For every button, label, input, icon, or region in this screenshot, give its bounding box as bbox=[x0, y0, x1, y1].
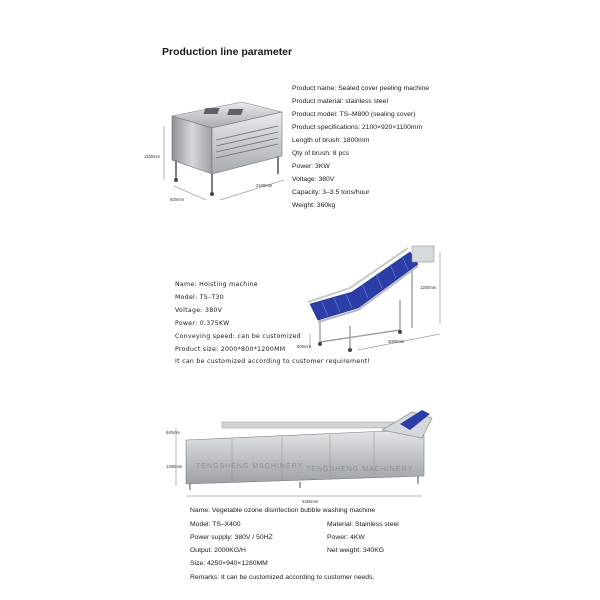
spec-line: Product name: Sealed cover peeling machine bbox=[292, 85, 430, 92]
dim-height: 1100mm bbox=[144, 154, 160, 159]
spec-line: It can be customized according to customer requirement! bbox=[175, 358, 371, 365]
spec-line: Name: Hoisting machine bbox=[175, 281, 258, 288]
spec-line: Power supply: 380V / 50HZ bbox=[190, 534, 273, 541]
dim-width: 920mm bbox=[170, 197, 184, 202]
spec-line: Model: TS–T30 bbox=[175, 294, 224, 301]
spec-line: Qty of brush: 8 pcs bbox=[292, 150, 350, 157]
dim-top: 940mm bbox=[166, 430, 180, 435]
spec-line: Power: 3KW bbox=[292, 163, 330, 170]
remarks-line: Remarks: It can be customized according to customer needs. bbox=[190, 574, 375, 581]
spec-line: Capacity: 3–3.5 tons/hour bbox=[292, 189, 370, 196]
washing-machine-image bbox=[160, 404, 442, 504]
spec-line: Product specifications: 2100×920×1100mm bbox=[292, 124, 423, 131]
spec-line: Length of brush: 1800mm bbox=[292, 137, 370, 144]
dim-length: 2000mm bbox=[388, 339, 405, 344]
page-title: Production line parameter bbox=[162, 46, 293, 58]
dim-length: 2100mm bbox=[256, 183, 273, 188]
hoisting-machine-image bbox=[300, 238, 450, 356]
spec-line: Net weight: 340KG bbox=[327, 547, 385, 554]
dim-height: 1280mm bbox=[166, 464, 183, 469]
spec-line: Weight: 360kg bbox=[292, 202, 336, 209]
spec-line: Power: 0.375KW bbox=[175, 320, 230, 327]
spec-line: Material: Stainless steel bbox=[327, 521, 399, 528]
dim-width: 800mm bbox=[297, 344, 311, 349]
spec-line: Voltage: 380V bbox=[292, 176, 335, 183]
spec-line: Conveying speed: can be customized bbox=[175, 333, 301, 340]
peeling-machine-image bbox=[144, 96, 292, 214]
dim-length: 4250mm bbox=[302, 499, 319, 504]
spec-line: Voltage: 380V bbox=[175, 307, 223, 314]
spec-line: Product size: 2000*800*1200MM bbox=[175, 346, 286, 353]
spec-line: Model: TS–X400 bbox=[190, 521, 241, 528]
spec-line: Product model: TS–M800 (sealing cover) bbox=[292, 111, 416, 118]
spec-line: Power: 4KW bbox=[327, 534, 365, 541]
dim-height: 1200mm bbox=[420, 285, 437, 290]
spec-line: Size: 4250×940×1280MM bbox=[190, 560, 268, 567]
watermark: TENGSHENG MACHINERY bbox=[306, 466, 414, 473]
watermark: TENGSHENG MACHINERY bbox=[196, 463, 304, 470]
spec-line: Name: Vegetable ozone disinfection bubble washing machine bbox=[190, 507, 376, 514]
spec-line: Output: 2000KG/H bbox=[190, 547, 246, 554]
spec-line: Product material: stainless steel bbox=[292, 98, 388, 105]
